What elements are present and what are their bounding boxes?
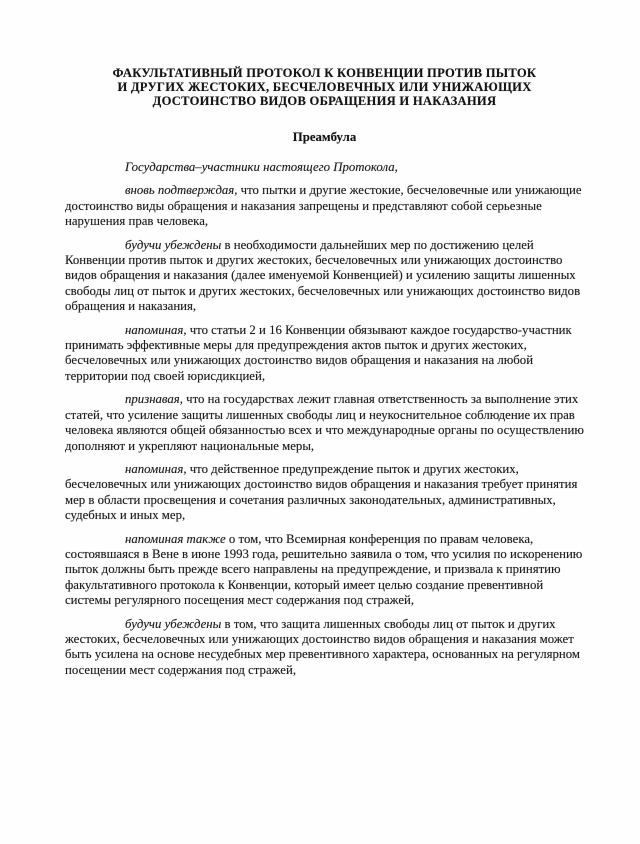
preamble-heading: Преамбула <box>292 130 357 144</box>
preamble-paragraph-4 <box>65 392 584 454</box>
document-title <box>65 66 584 108</box>
preamble-paragraph-2 <box>65 238 584 315</box>
paragraph-text: , что на государствах лежит главная ответственность за выполнение этих статей, что усиление защиты лишенных свободы лиц и неукоснительное соблюдение их прав человека являются общей обязанностью всех и что международные органы по осуществлению дополняют и укрепляют национальные меры, <box>65 392 584 453</box>
paragraph-lead: вновь подтверждая <box>125 183 235 198</box>
preamble-paragraph-6 <box>65 532 584 609</box>
paragraph-text: , что статьи 2 и 16 Конвенции обязывают каждое государство-участник принимать эффективные меры для предупреждения актов пыток и других жестоких, бесчеловечных или унижающих достоинство видов обращения и наказания на любой территории под своей юрисдикцией, <box>65 322 572 383</box>
preamble-paragraph-1 <box>65 183 584 229</box>
preamble-paragraph-3 <box>65 323 584 385</box>
paragraph-lead: будучи убеждены <box>125 237 222 252</box>
paragraph-text: в необходимости дальнейших мер по достижению целей Конвенции против пыток и других жестоких, бесчеловечных или унижающих достоинство видов обращения и наказания (далее именуемой Конвенцией) и усилению защиты лишенных свободы лиц от пыток и других жестоких, бесчеловечных или унижающих достоинство видов обращения и наказания, <box>65 237 581 314</box>
paragraph-text: , что пытки и другие жестокие, бесчеловечные или унижающие достоинство виды обращения и наказания запрещены и представляют собой серьезные нарушения прав человека, <box>65 183 582 229</box>
paragraph-text: , что действенное предупреждение пыток и других жестоких, бесчеловечных или унижающих достоинство видов обращения и наказания требует принятия мер в области просвещения и сочетания различных законодательных, административных, судебных и иных мер, <box>65 461 578 523</box>
document-title-line-1: ФАКУЛЬТАТИВНЫЙ ПРОТОКОЛ К КОНВЕНЦИИ ПРОТИВ ПЫТОК <box>112 66 537 80</box>
paragraph-lead: напоминая также <box>125 531 226 546</box>
paragraph-text: в том, что защита лишенных свободы лиц от пыток и других жестоких, бесчеловечных или унижающих достоинство видов обращения и наказания может быть усилена на основе несудебных мер превентивного характера, основанных на регулярном посещении мест содержания под стражей, <box>65 616 580 677</box>
paragraph-lead: напоминая <box>125 461 184 476</box>
preamble-paragraph-7 <box>65 617 584 679</box>
paragraph-lead: признавая <box>125 392 180 407</box>
document-title-line-2: И ДРУГИХ ЖЕСТОКИХ, БЕСЧЕЛОВЕЧНЫХ ИЛИ УНИЖАЮЩИХ <box>117 80 532 94</box>
paragraph-lead: напоминая <box>125 322 184 337</box>
paragraph-lead: будучи убеждены <box>125 616 222 631</box>
paragraph-text: о том, что Всемирная конференция по правам человека, состоявшаяся в Вене в июне 1993 года, решительно заявила о том, что усилия по искоренению пыток должны быть прежде всего направлены на предупреждение, и призвала к принятию факультативного протокола к Конвенции, который имеет целью создание превентивной системы регулярного посещения мест содержания под стражей, <box>65 531 583 608</box>
preamble-paragraph-5 <box>65 462 584 524</box>
document-title-line-3: ДОСТОИНСТВО ВИДОВ ОБРАЩЕНИЯ И НАКАЗАНИЯ <box>152 94 497 108</box>
parties-line: Государства–участники настоящего Протокола, <box>125 160 398 174</box>
